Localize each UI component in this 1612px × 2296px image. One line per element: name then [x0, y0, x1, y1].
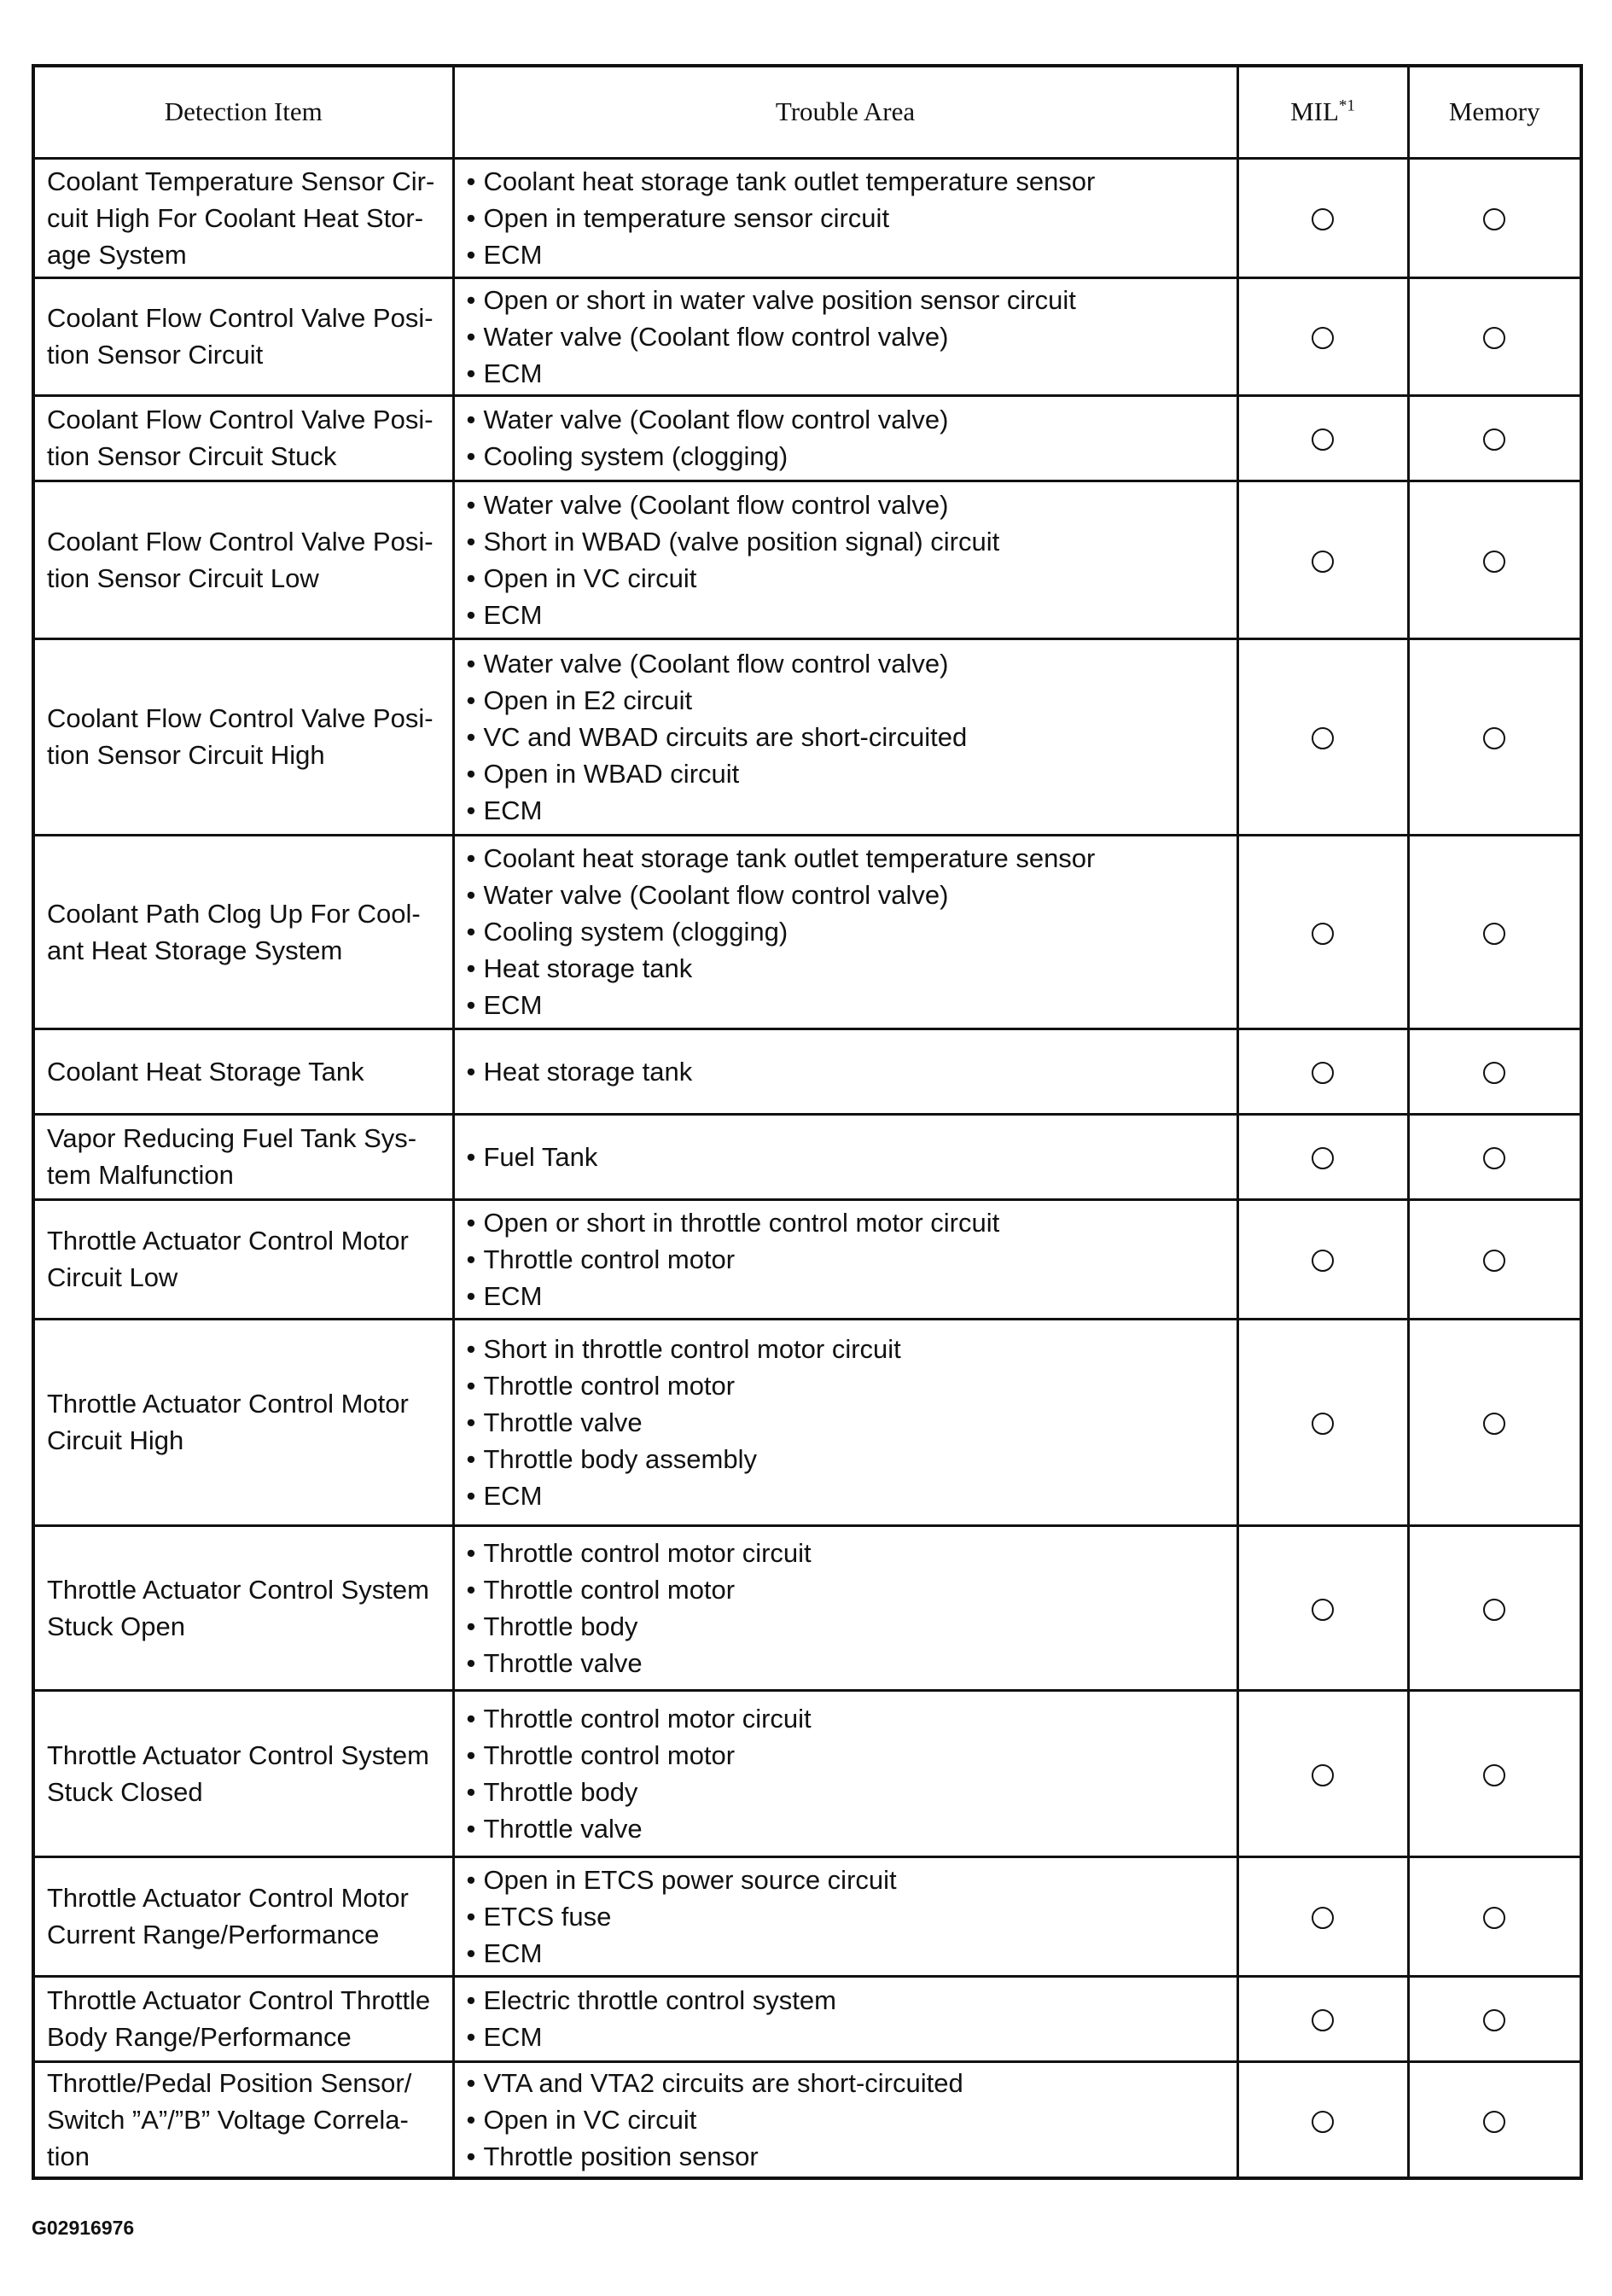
trouble-area-item: • Throttle body assembly: [467, 1441, 1225, 1477]
trouble-area-cell: [453, 395, 1237, 481]
table-row: [33, 481, 1581, 638]
trouble-area-cell: [453, 1114, 1237, 1199]
mil-circle-mark: [1312, 2009, 1334, 2031]
memory-circle-mark: [1483, 923, 1505, 945]
trouble-area-item: • Short in WBAD (valve position signal) circuit: [467, 523, 1225, 560]
figure-id: G02916976: [32, 2217, 135, 2239]
mil-circle-mark: [1312, 727, 1334, 749]
trouble-area-item: • Open or short in water valve position sensor circuit: [467, 282, 1225, 318]
memory-circle-mark: [1483, 1250, 1505, 1272]
trouble-area-list: [467, 1862, 1225, 1972]
mil-circle-mark: [1312, 551, 1334, 573]
mil-cell: [1237, 1199, 1408, 1319]
trouble-area-item: • Throttle body: [467, 1608, 1225, 1645]
trouble-area-item: • ECM: [467, 2019, 1225, 2055]
mil-cell: [1237, 277, 1408, 395]
mil-cell: [1237, 835, 1408, 1029]
memory-circle-mark: [1483, 1413, 1505, 1435]
trouble-area-item: • Throttle control motor circuit: [467, 1535, 1225, 1571]
trouble-area-item: • Throttle control motor: [467, 1737, 1225, 1774]
mil-cell: [1237, 1319, 1408, 1525]
trouble-area-item: • ECM: [467, 597, 1225, 633]
mil-cell: [1237, 638, 1408, 835]
trouble-area-item: • VTA and VTA2 circuits are short-circuited: [467, 2065, 1225, 2101]
trouble-area-item: • Throttle control motor circuit: [467, 1700, 1225, 1737]
memory-cell: [1408, 1199, 1581, 1319]
trouble-area-cell: [453, 1856, 1237, 1976]
mil-cell: [1237, 395, 1408, 481]
mil-circle-mark: [1312, 327, 1334, 349]
header-detection-item: Detection Item: [33, 66, 453, 158]
trouble-area-item: • Heat storage tank: [467, 950, 1225, 987]
mil-circle-mark: [1312, 428, 1334, 451]
trouble-area-item: • Water valve (Coolant flow control valve): [467, 877, 1225, 913]
trouble-area-item: • Cooling system (clogging): [467, 913, 1225, 950]
detection-item-cell: Coolant Temperature Sensor Cir- cuit High For Coolant Heat Stor- age System: [33, 158, 453, 277]
mil-cell: [1237, 1690, 1408, 1856]
header-row: [33, 66, 1581, 158]
trouble-area-item: • Fuel Tank: [467, 1139, 1225, 1175]
header-mil-label: MIL: [1290, 96, 1339, 127]
mil-circle-mark: [1312, 1599, 1334, 1621]
detection-item-cell: Throttle Actuator Control Throttle Body Range/Performance: [33, 1976, 453, 2061]
mil-circle-mark: [1312, 1250, 1334, 1272]
mil-circle-mark: [1312, 1413, 1334, 1435]
memory-cell: [1408, 1856, 1581, 1976]
mil-circle-mark: [1312, 208, 1334, 230]
detection-item-cell: Coolant Heat Storage Tank: [33, 1029, 453, 1114]
dtc-table: [32, 64, 1583, 2180]
table-row: [33, 1199, 1581, 1319]
memory-cell: [1408, 1690, 1581, 1856]
trouble-area-list: [467, 487, 1225, 633]
trouble-area-item: • Water valve (Coolant flow control valve): [467, 645, 1225, 682]
memory-cell: [1408, 158, 1581, 277]
trouble-area-list: [467, 282, 1225, 392]
trouble-area-list: [467, 401, 1225, 475]
memory-cell: [1408, 835, 1581, 1029]
trouble-area-list: [467, 645, 1225, 829]
trouble-area-item: • Open in ETCS power source circuit: [467, 1862, 1225, 1898]
trouble-area-item: • ECM: [467, 1935, 1225, 1972]
trouble-area-list: [467, 1053, 1225, 1090]
table-row: [33, 1029, 1581, 1114]
detection-item-cell: Coolant Flow Control Valve Posi- tion Sensor Circuit Low: [33, 481, 453, 638]
header-mil: [1237, 66, 1408, 158]
trouble-area-item: • ETCS fuse: [467, 1898, 1225, 1935]
mil-circle-mark: [1312, 1147, 1334, 1169]
table-body: [33, 158, 1581, 2178]
memory-circle-mark: [1483, 551, 1505, 573]
trouble-area-item: • Throttle valve: [467, 1404, 1225, 1441]
table-row: [33, 277, 1581, 395]
memory-circle-mark: [1483, 428, 1505, 451]
trouble-area-list: [467, 1139, 1225, 1175]
table-row: [33, 1856, 1581, 1976]
trouble-area-list: [467, 1331, 1225, 1514]
detection-item-cell: Vapor Reducing Fuel Tank Sys- tem Malfunction: [33, 1114, 453, 1199]
trouble-area-cell: [453, 835, 1237, 1029]
trouble-area-item: • Open in E2 circuit: [467, 682, 1225, 719]
trouble-area-item: • VC and WBAD circuits are short-circuited: [467, 719, 1225, 755]
detection-item-cell: Throttle Actuator Control Motor Circuit High: [33, 1319, 453, 1525]
trouble-area-item: • Throttle control motor: [467, 1367, 1225, 1404]
mil-footnote-mark: *1: [1338, 96, 1355, 115]
mil-circle-mark: [1312, 1062, 1334, 1084]
trouble-area-cell: [453, 1525, 1237, 1690]
trouble-area-item: • Open or short in throttle control motor circuit: [467, 1204, 1225, 1241]
memory-cell: [1408, 277, 1581, 395]
trouble-area-item: • Throttle valve: [467, 1810, 1225, 1847]
header-trouble-area: Trouble Area: [453, 66, 1237, 158]
memory-cell: [1408, 481, 1581, 638]
memory-circle-mark: [1483, 1147, 1505, 1169]
table-row: [33, 1319, 1581, 1525]
trouble-area-cell: [453, 1690, 1237, 1856]
table-row: [33, 638, 1581, 835]
detection-item-cell: Coolant Flow Control Valve Posi- tion Sensor Circuit: [33, 277, 453, 395]
detection-item-cell: Throttle Actuator Control Motor Current Range/Performance: [33, 1856, 453, 1976]
memory-circle-mark: [1483, 2009, 1505, 2031]
memory-circle-mark: [1483, 327, 1505, 349]
memory-cell: [1408, 395, 1581, 481]
trouble-area-item: • Electric throttle control system: [467, 1982, 1225, 2019]
trouble-area-cell: [453, 638, 1237, 835]
trouble-area-cell: [453, 1976, 1237, 2061]
table-row: [33, 835, 1581, 1029]
mil-cell: [1237, 158, 1408, 277]
memory-cell: [1408, 1525, 1581, 1690]
memory-circle-mark: [1483, 1907, 1505, 1929]
trouble-area-list: [467, 1535, 1225, 1681]
mil-cell: [1237, 2061, 1408, 2178]
table-row: [33, 1525, 1581, 1690]
trouble-area-list: [467, 1982, 1225, 2055]
mil-cell: [1237, 1114, 1408, 1199]
table-row: [33, 1690, 1581, 1856]
detection-item-cell: Throttle Actuator Control System Stuck Closed: [33, 1690, 453, 1856]
table-row: [33, 1114, 1581, 1199]
trouble-area-item: • ECM: [467, 236, 1225, 273]
trouble-area-item: • Throttle control motor: [467, 1241, 1225, 1278]
trouble-area-item: • ECM: [467, 1477, 1225, 1514]
trouble-area-item: • ECM: [467, 792, 1225, 829]
detection-item-cell: Coolant Flow Control Valve Posi- tion Sensor Circuit Stuck: [33, 395, 453, 481]
detection-item-cell: Coolant Flow Control Valve Posi- tion Sensor Circuit High: [33, 638, 453, 835]
trouble-area-cell: [453, 1199, 1237, 1319]
trouble-area-item: • Water valve (Coolant flow control valve): [467, 401, 1225, 438]
trouble-area-list: [467, 1204, 1225, 1314]
memory-circle-mark: [1483, 727, 1505, 749]
trouble-area-item: • Open in WBAD circuit: [467, 755, 1225, 792]
detection-item-cell: Coolant Path Clog Up For Cool- ant Heat Storage System: [33, 835, 453, 1029]
trouble-area-list: [467, 2065, 1225, 2175]
memory-cell: [1408, 1319, 1581, 1525]
table-row: [33, 395, 1581, 481]
trouble-area-cell: [453, 2061, 1237, 2178]
trouble-area-list: [467, 840, 1225, 1023]
trouble-area-item: • Coolant heat storage tank outlet temperature sensor: [467, 163, 1225, 200]
mil-circle-mark: [1312, 923, 1334, 945]
memory-cell: [1408, 1029, 1581, 1114]
trouble-area-item: • Throttle control motor: [467, 1571, 1225, 1608]
memory-cell: [1408, 1114, 1581, 1199]
trouble-area-item: • Throttle position sensor: [467, 2138, 1225, 2175]
table-row: [33, 158, 1581, 277]
detection-item-cell: Throttle Actuator Control System Stuck Open: [33, 1525, 453, 1690]
mil-circle-mark: [1312, 1764, 1334, 1786]
detection-item-cell: Throttle Actuator Control Motor Circuit Low: [33, 1199, 453, 1319]
trouble-area-item: • Throttle valve: [467, 1645, 1225, 1681]
trouble-area-item: • Heat storage tank: [467, 1053, 1225, 1090]
table-row: [33, 2061, 1581, 2178]
memory-circle-mark: [1483, 208, 1505, 230]
trouble-area-cell: [453, 481, 1237, 638]
trouble-area-cell: [453, 1029, 1237, 1114]
memory-circle-mark: [1483, 1062, 1505, 1084]
mil-cell: [1237, 481, 1408, 638]
trouble-area-item: • Open in VC circuit: [467, 560, 1225, 597]
memory-cell: [1408, 1976, 1581, 2061]
trouble-area-item: • Water valve (Coolant flow control valve): [467, 487, 1225, 523]
mil-cell: [1237, 1525, 1408, 1690]
memory-circle-mark: [1483, 1599, 1505, 1621]
trouble-area-cell: [453, 1319, 1237, 1525]
detection-item-cell: Throttle/Pedal Position Sensor/ Switch ”A”/”B” Voltage Correla- tion: [33, 2061, 453, 2178]
memory-cell: [1408, 638, 1581, 835]
trouble-area-list: [467, 1700, 1225, 1847]
trouble-area-item: • Coolant heat storage tank outlet temperature sensor: [467, 840, 1225, 877]
trouble-area-cell: [453, 158, 1237, 277]
trouble-area-item: • Water valve (Coolant flow control valve): [467, 318, 1225, 355]
trouble-area-item: • Throttle body: [467, 1774, 1225, 1810]
mil-circle-mark: [1312, 1907, 1334, 1929]
mil-cell: [1237, 1976, 1408, 2061]
trouble-area-item: • Open in VC circuit: [467, 2101, 1225, 2138]
mil-cell: [1237, 1856, 1408, 1976]
trouble-area-item: • ECM: [467, 987, 1225, 1023]
trouble-area-list: [467, 163, 1225, 273]
trouble-area-item: • ECM: [467, 1278, 1225, 1314]
header-memory: Memory: [1408, 66, 1581, 158]
trouble-area-item: • Cooling system (clogging): [467, 438, 1225, 475]
trouble-area-item: • Open in temperature sensor circuit: [467, 200, 1225, 236]
memory-cell: [1408, 2061, 1581, 2178]
table-row: [33, 1976, 1581, 2061]
memory-circle-mark: [1483, 1764, 1505, 1786]
memory-circle-mark: [1483, 2111, 1505, 2133]
mil-circle-mark: [1312, 2111, 1334, 2133]
trouble-area-cell: [453, 277, 1237, 395]
trouble-area-item: • Short in throttle control motor circuit: [467, 1331, 1225, 1367]
mil-cell: [1237, 1029, 1408, 1114]
trouble-area-item: • ECM: [467, 355, 1225, 392]
